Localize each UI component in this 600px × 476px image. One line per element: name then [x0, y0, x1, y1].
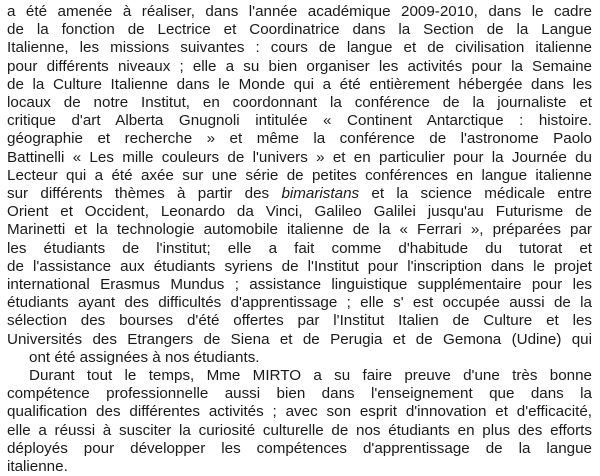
- text-line: a été amenée à réaliser, dans l'année académique 2009-2010, dans le cadre: [7, 3, 592, 20]
- text-line: international Erasmus Mundus ; assistance linguistique supplémentaire pour les: [7, 276, 592, 294]
- text-line: ont été assignées à nos étudiants.: [29, 348, 260, 366]
- text-line: Lecteur qui a été axée sur une série de petites conférences en langue italienne: [7, 166, 592, 184]
- text-line: compétence professionnelle aussi bien dans l'enseignement que dans la: [7, 385, 592, 403]
- text-line: Orient et Occident, Leonardo da Vinci, Galileo Galilei jusqu'au Futurisme de: [7, 203, 592, 221]
- text-line: qualification des différentes activités ; avec son esprit d'innovation et d'efficacité,: [7, 403, 592, 421]
- text-line: Durant tout le temps, Mme MIRTO a su faire preuve d'une très bonne: [29, 367, 592, 385]
- text-line: déployés pour développer les compétences d'apprentissage de la langue: [7, 439, 592, 457]
- text-line: locaux de notre Institut, en coordonnant la conférence de la journaliste et: [7, 94, 592, 112]
- text-line: de la fonction de Lectrice et Coordinatrice dans la Section de la Langue: [7, 21, 592, 39]
- text-line: italienne.: [7, 458, 68, 476]
- paragraph-assessment: [7, 367, 592, 476]
- text-line: sélection des bourses d'été offertes par l'Institut Italien de Culture et les: [7, 312, 592, 330]
- text-line: de l'assistance aux étudiants syriens de l'Institut pour l'inscription dans le projet: [7, 257, 592, 275]
- text-line: Marinetti et la technologie automobile italienne de la « Ferrari », préparées par: [7, 221, 592, 239]
- text-line: critique d'art Alberta Gnugnoli intitulée « Continent Antarctique : histoire.: [7, 112, 592, 130]
- paragraph-missions: [7, 3, 592, 367]
- text-line: sur différents thèmes à partir des bimaristans et la science médicale entre: [7, 185, 592, 203]
- text-line: étudiants ayant des difficultés d'apprentissage ; elle s' est occupée aussi de la: [7, 294, 592, 312]
- text-line: les étudiants de l'institut; elle a fait comme d'habitude du tutorat et: [7, 239, 592, 257]
- text-line: pour différents niveaux ; elle a su bien organiser les activités pour la Semaine: [7, 57, 592, 75]
- text-line: Universités des Etrangers de Siena et de Perugia et de Gemona (Udine) qui: [7, 330, 592, 348]
- text-line: Battinelli « Les mille couleurs de l'univers » et en particulier pour la Journée du: [7, 148, 592, 166]
- text-line: elle a réussi à susciter la curiosité culturelle de nos étudiants en plus des efforts: [7, 421, 592, 439]
- text-line: Italienne, les missions suivantes : cours de langue et de civilisation italienne: [7, 39, 592, 57]
- text-line: de la Culture Italienne dans le Monde qui a été entièrement hébergée dans les: [7, 75, 592, 93]
- text-line: géographie et recherche » et même la conférence de l'astronome Paolo: [7, 130, 592, 148]
